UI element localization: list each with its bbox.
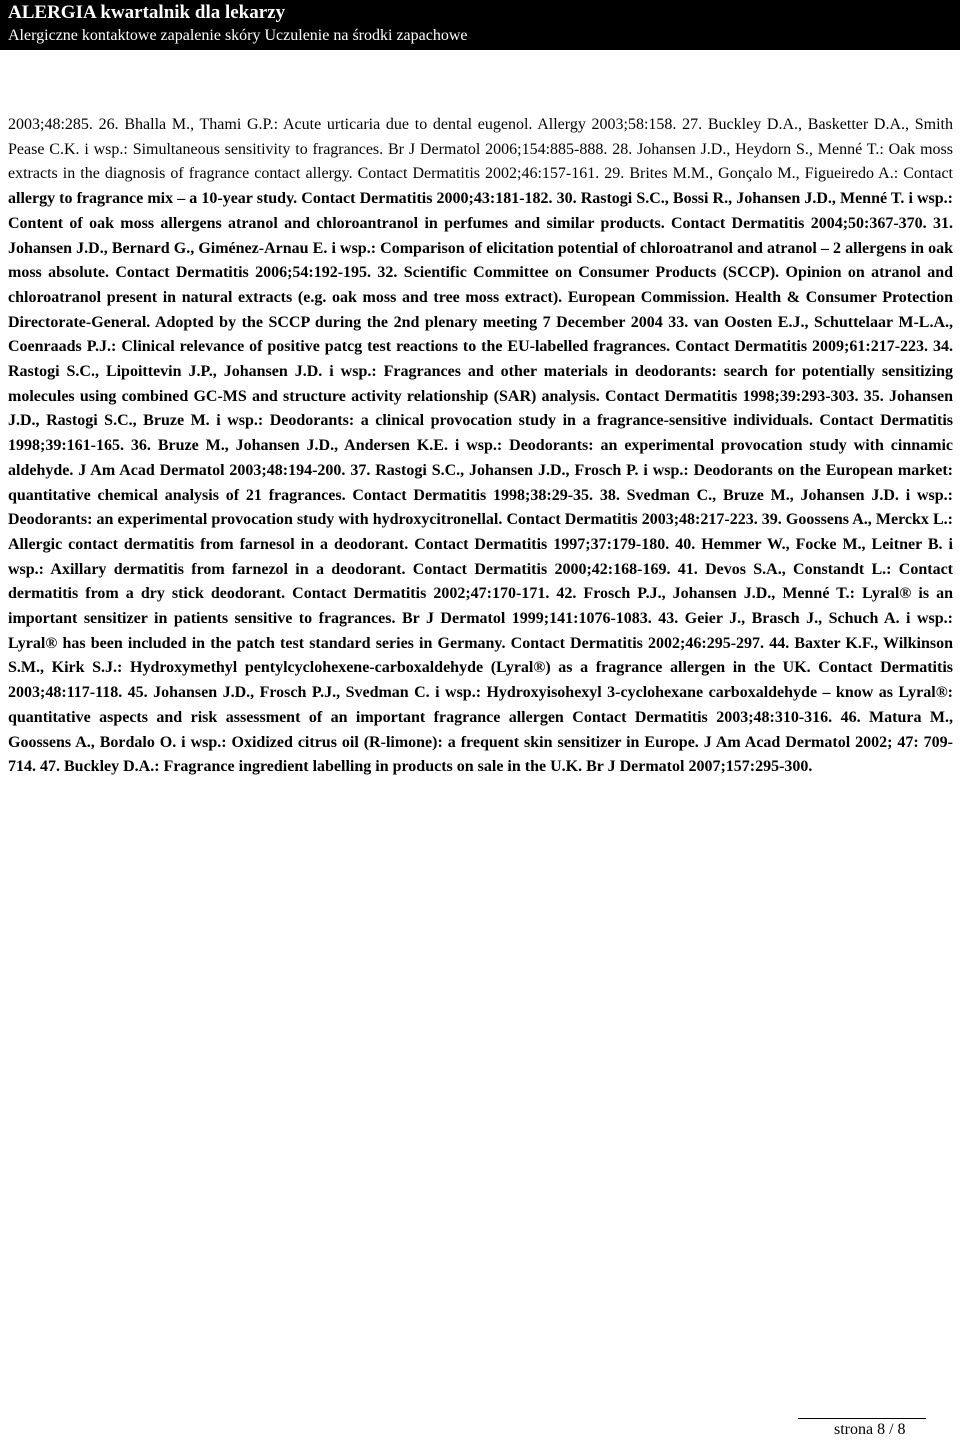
journal-title: ALERGIA kwartalnik dla lekarzy [8, 2, 286, 23]
page-header [0, 0, 960, 50]
references-block [8, 113, 953, 780]
references-text-bold: allergy to fragrance mix – a 10-year study. Contact Dermatitis 2000;43:181-182. 30. Rastogi S.C., Bossi R., Johansen J.D., Menné T. i wsp.: Content of oak moss allergens atranol and chloroantranol in perfumes and similar products. Contact Dermatitis 2004;50:367-370. 31. Johansen J.D., Bernard G., Giménez-Arnau E. i wsp.: Comparison of elicitation potential of chloroatranol and atranol – 2 allergens in oak moss absolute. Contact Dermatitis 2006;54:192-195. 32. Scientific Committee on Consumer Products (SCCP). Opinion on atranol and chloroatranol present in natural extracts (e.g. oak moss and tree moss extract). European Commission. Health & Consumer Protection Directorate-General. Adopted by the SCCP during the 2nd plenary meeting 7 December 2004 33. van Oosten E.J., Schuttelaar M-L.A., Coenraads P.J.: Clinical relevance of positive patcg test reactions to the EU-labelled fragrances. Contact Dermatitis 2009;61:217-223. 34. Rastogi S.C., Lipoittevin J.P., Johansen J.D. i wsp.: Fragrances and other materials in deodorants: search for potentially sensitizing molecules using combined GC-MS and structure activity relationship (SAR) analysis. Contact Dermatitis 1998;39:293-303. 35. Johansen J.D., Rastogi S.C., Bruze M. i wsp.: Deodorants: a clinical provocation study in a fragrance-sensitive individuals. Contact Dermatitis 1998;39:161-165. 36. Bruze M., Johansen J.D., Andersen K.E. i wsp.: Deodorants: an experimental provocation study with cinnamic aldehyde. J Am Acad Dermatol 2003;48:194-200. 37. Rastogi S.C., Johansen J.D., Frosch P. i wsp.: Deodorants on the European market: quantitative chemical analysis of 21 fragrances. Contact Dermatitis 1998;38:29-35. 38. Svedman C., Bruze M., Johansen J.D. i wsp.: Deodorants: an experimental provocation study with hydroxycitronellal. Contact Dermatitis 2003;48:217-223. 39. Goossens A., Merckx L.: Allergic contact dermatitis from farnesol in a deodorant. Contact Dermatitis 1997;37:179-180. 40. Hemmer W., Focke M., Leitner B. i wsp.: Axillary dermatitis from farnezol in a deodorant. Contact Dermatitis 2000;42:168-169. 41. Devos S.A., Constandt L.: Contact dermatitis from a dry stick deodorant. Contact Dermatitis 2002;47:170-171. 42. Frosch P.J., Johansen J.D., Menné T.: Lyral® is an important sensitizer in patients sensitive to fragrances. Br J Dermatol 1999;141:1076-1083. 43. Geier J., Brasch J., Schuch A. i wsp.: Lyral® has been included in the patch test standard series in Germany. Contact Dermatitis 2002;46:295-297. 44. Baxter K.F., Wilkinson S.M., Kirk S.J.: Hydroxymethyl pentylcyclohexene-carboxaldehyde (Lyral®) as a fragrance allergen in the UK. Contact Dermatitis 2003;48:117-118. 45. Johansen J.D., Frosch P.J., Svedman C. i wsp.: Hydroxyisohexyl 3-cyclohexane carboxaldehyde – know as Lyral®: quantitative aspects and risk assessment of an important fragrance allergen Contact Dermatitis 2003;48:310-316. 46. Matura M., Goossens A., Bordalo O. i wsp.: Oxidized citrus oil (R-limone): a frequent skin sensitizer in Europe. J Am Acad Dermatol 2002; 47: 709-714. 47. Buckley D.A.: Fragrance ingredient labelling in products on sale in the U.K. Br J Dermatol 2007;157:295-300. [8, 190, 953, 776]
references-text-normal: 2003;48:285. 26. Bhalla M., Thami G.P.: Acute urticaria due to dental eugenol. Allergy 2003;58:158. 27. Buckley D.A., Basketter D.A., Smith Pease C.K. i wsp.: Simultaneous sensitivity to fragrances. Br J Dermatol 2006;154:885-888. 28. Johansen J.D., Heydorn S., Menné T.: Oak moss extracts in the diagnosis of fragrance contact allergy. Contact Dermatitis 2002;46:157-161. 29. Brites M.M., Gonçalo M., Figueiredo A.: Contact [8, 116, 953, 183]
footer-divider [798, 1418, 926, 1419]
article-subtitle: Alergiczne kontaktowe zapalenie skóry Uczulenie na środki zapachowe [8, 27, 468, 44]
page-number: strona 8 / 8 [834, 1421, 906, 1438]
